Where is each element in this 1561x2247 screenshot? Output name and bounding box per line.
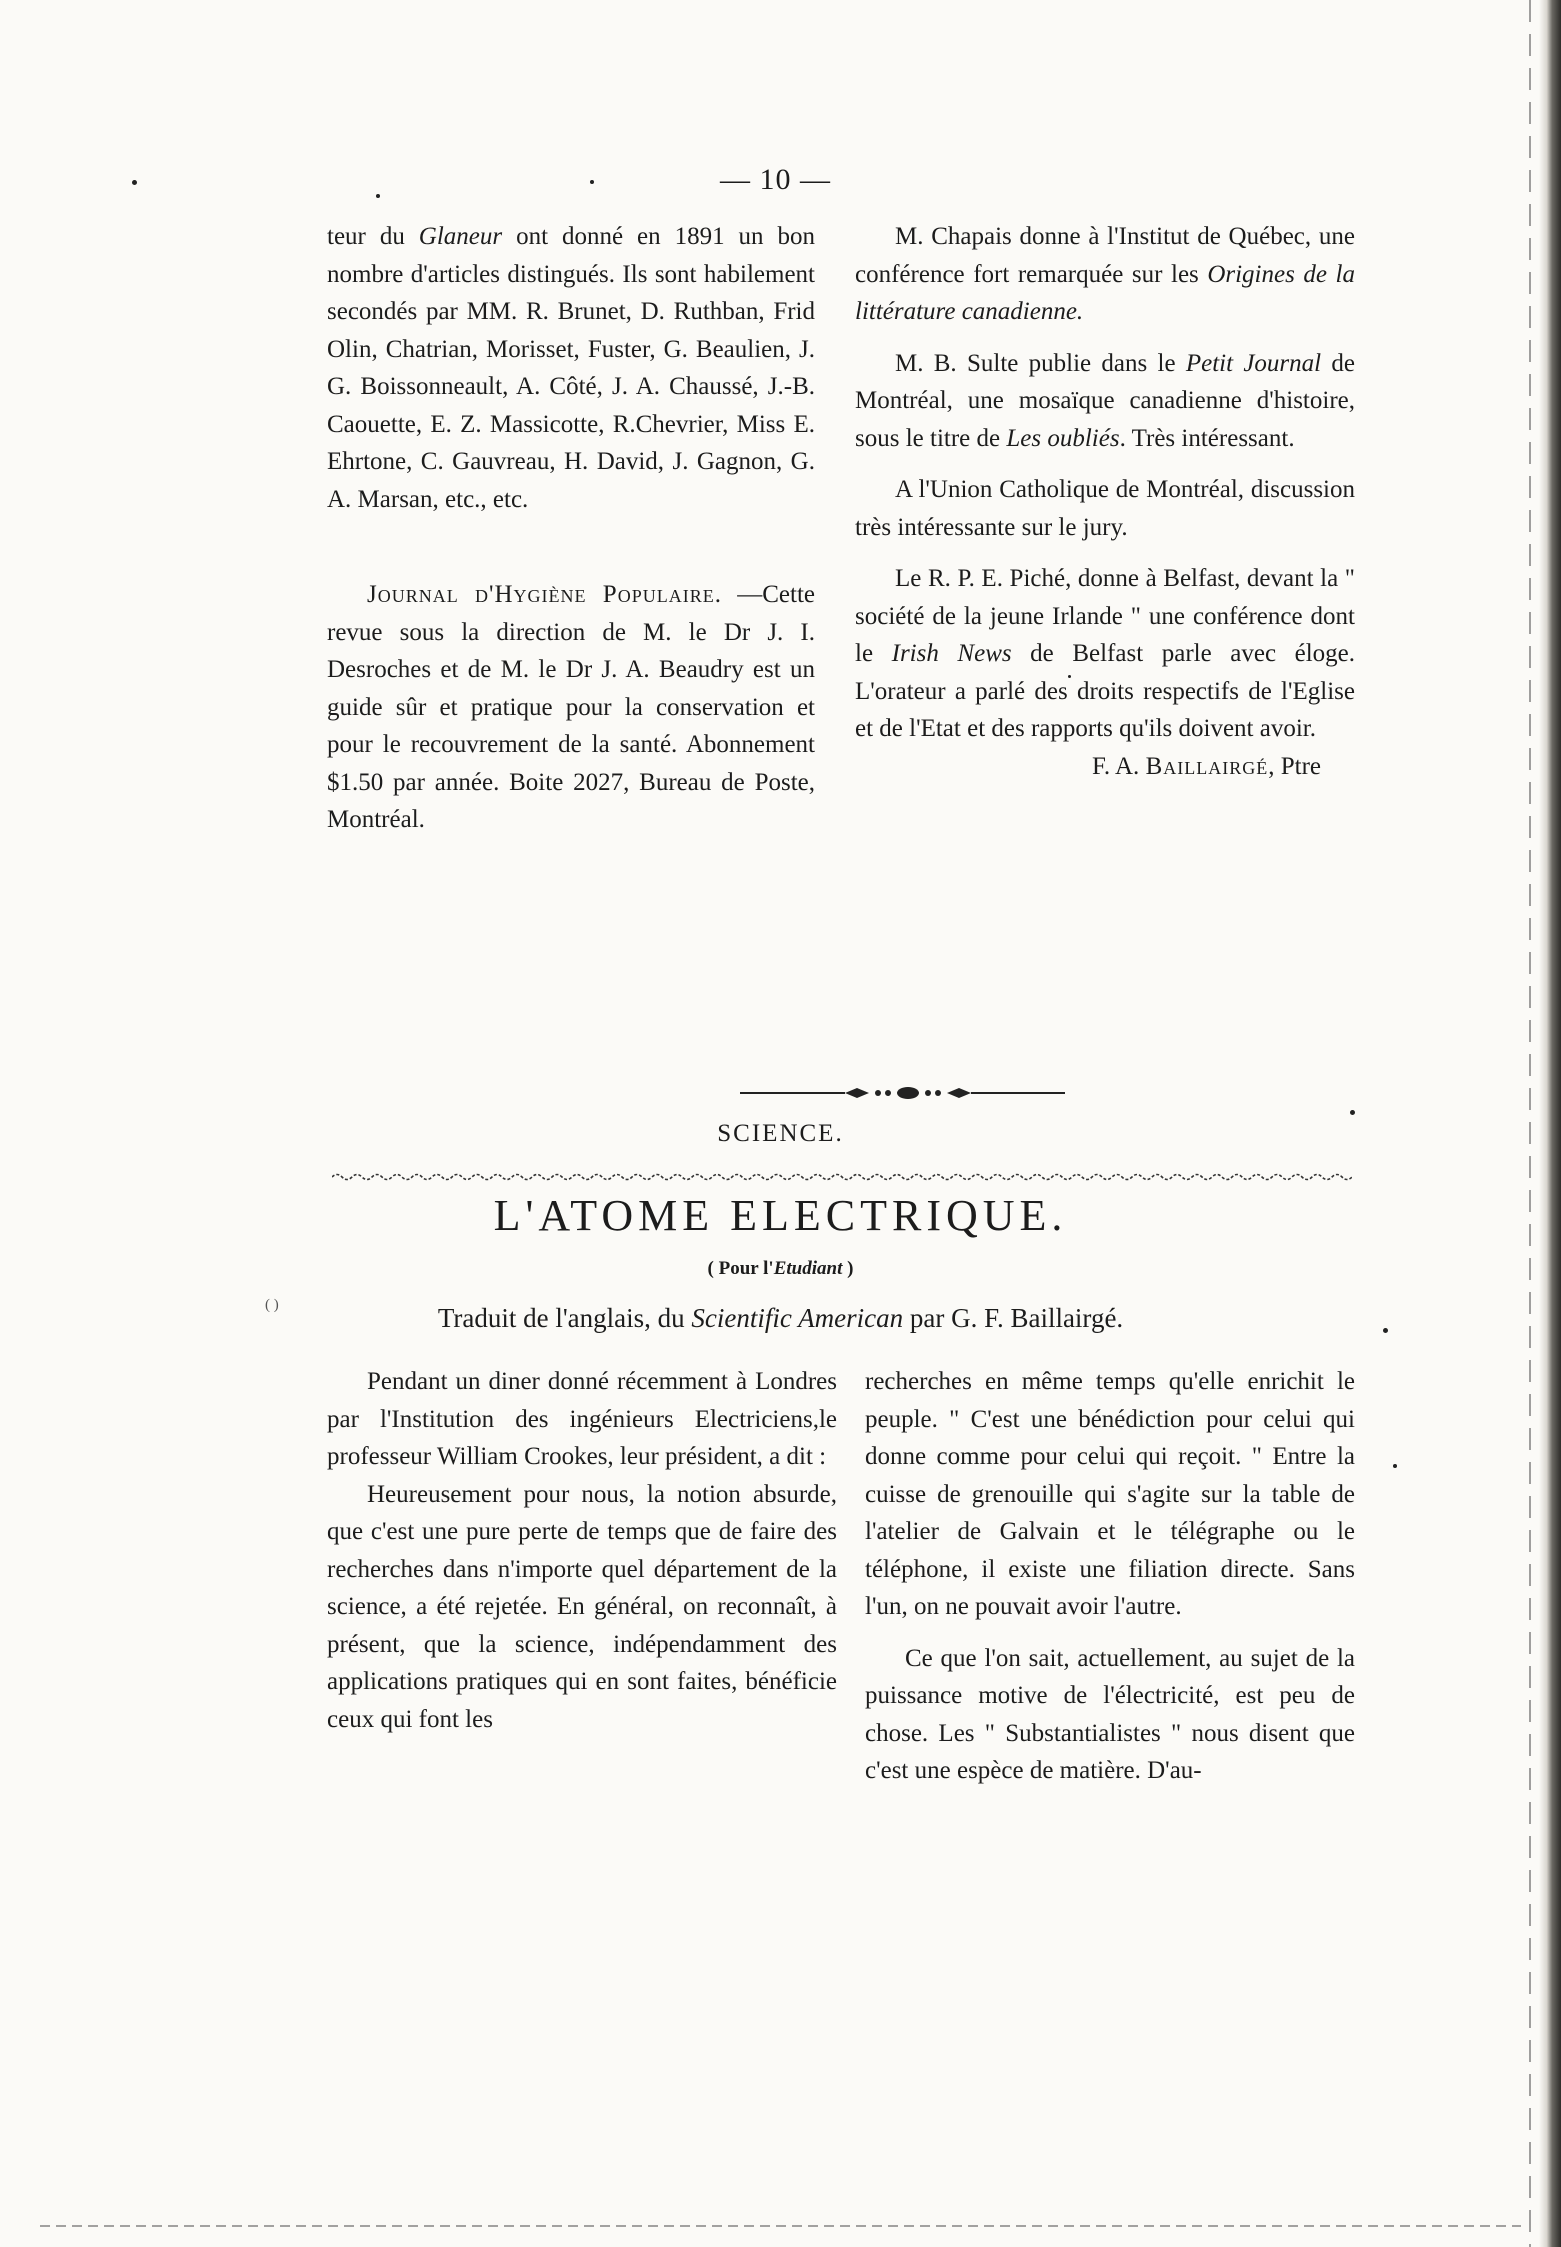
article-paragraph: Ce que l'on sait, actuellement, au sujet de la puissance motive de l'électricité, est peu de chose. Les " Substantialistes " nous disent que c'est une espèce de matière. D'au-	[865, 1644, 1355, 1784]
article-credit: Traduit de l'anglais, du Scientific American par G. F. Baillairgé.	[437, 1303, 1124, 1333]
paragraph-chapais: M. Chapais donne à l'Institut de Québec, une conférence fort remarquée sur les Origines de la littérature canadienne.	[855, 223, 1355, 325]
bottom-scan-rule	[40, 2225, 1521, 2227]
article-column-left	[327, 1363, 837, 1738]
paragraph-sulte: M. B. Sulte publie dans le Petit Journal de Montréal, une mosaïque canadienne d'histoire, sous le titre de Les oubliés. Très intéressant.	[855, 349, 1355, 452]
paragraph-glaneur: teur du Glaneur ont donné en 1891 un bon nombre d'articles distingués. Ils sont habilement secondés par MM. R. Brunet, D. Ruthban, Frid Olin, Chatrian, Morisset, Fuster, G. Beaulien, J. G. Boissonneault, A. Côté, J. A. Chaussé, J.-B. Caouette, E. Z. Massicotte, R.Chevrier, Miss E. Ehrtone, C. Gauvreau, H. David, J. Gagnon, G. A. Marsan, etc., etc.	[327, 223, 815, 513]
paragraph-union-catholique: A l'Union Catholique de Montréal, discussion très intéressante sur le jury.	[855, 476, 1355, 541]
wavy-rule	[332, 1172, 1352, 1182]
section-heading: SCIENCE.	[717, 1120, 844, 1147]
ink-speck	[376, 194, 380, 198]
article-paragraph: Pendant un diner donné récemment à Londres par l'Institution des ingénieurs Electriciens,le professeur William Crookes, leur président, a dit :	[327, 1368, 837, 1470]
signature: F. A. Baillairgé, Ptre	[1091, 752, 1321, 780]
column-top-right	[855, 218, 1355, 785]
publication-name: Glaneur	[418, 223, 503, 250]
page-number: — 10 —	[720, 163, 831, 196]
article-column-right	[865, 1363, 1355, 1790]
ink-speck	[590, 180, 594, 184]
ink-speck	[1393, 1464, 1397, 1468]
paragraph-piche: Le R. P. E. Piché, donne à Belfast, devant la " société de la jeune Irlande " une conférence dont le Irish News de Belfast parle avec éloge. L'orateur a parlé des droits respectifs de l'Eglise et de l'Etat et des rapports qu'ils doivent avoir.	[855, 565, 1356, 742]
ornamental-divider	[740, 1083, 1065, 1103]
article-subtitle: ( Pour l'Etudiant )	[707, 1258, 854, 1279]
margin-mark: ( )	[265, 1297, 279, 1313]
paragraph-journal-hygiene: Journal d'Hygiène Populaire. —Cette revue sous la direction de M. le Dr J. I. Desroches et de M. le Dr J. A. Beaudry est un guide sûr et pratique pour la conservation et pour le recouvrement de la santé. Abonnement $1.50 par année. Boite 2027, Bureau de Poste, Montréal.	[327, 581, 815, 833]
ink-speck	[132, 180, 137, 185]
article-paragraph: recherches en même temps qu'elle enrichit le peuple. " C'est une bénédiction pour celui qui donne comme pour celui qui reçoit. " Entre la cuisse de grenouille qui s'agite sur la table de l'atelier de Galvain et le télégraphe ou le téléphone, il existe une filiation directe. Sans l'un, on ne pouvait avoir l'autre.	[865, 1368, 1355, 1620]
article-title: L'ATOME ELECTRIQUE.	[493, 1191, 1068, 1240]
article-paragraph: Heureusement pour nous, la notion absurde, que c'est une pure perte de temps que de faire des recherches dans n'importe quel département de la science, a été rejetée. En général, on reconnaît, à présent, que la science, indépendamment des applications pratiques qui en sont faites, bénéficie ceux qui font les	[327, 1480, 837, 1733]
column-top-left	[327, 218, 815, 839]
ink-speck	[1350, 1110, 1355, 1115]
journal-title: Journal d'Hygiène Populaire.	[367, 581, 722, 608]
